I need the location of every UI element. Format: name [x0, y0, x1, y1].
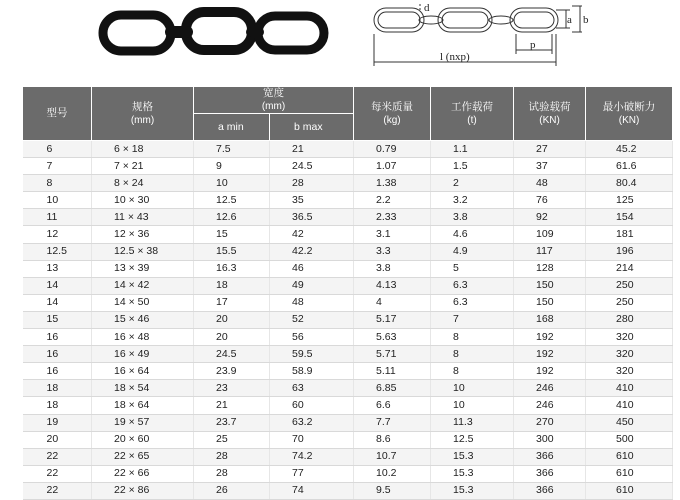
table-row: [23, 414, 673, 431]
cell-a-min: 12.5: [194, 192, 270, 209]
cell-working-load: 8: [431, 329, 514, 346]
cell-b-max: 24.5: [270, 158, 354, 175]
cell-test-load: 246: [514, 380, 586, 397]
cell-test-load: 27: [514, 141, 586, 158]
label-d: d: [424, 2, 430, 14]
cell-a-min: 18: [194, 277, 270, 294]
cell-spec: 13 × 39: [92, 260, 194, 277]
cell-working-load: 12.5: [431, 431, 514, 448]
cell-working-load: 15.3: [431, 448, 514, 465]
cell-model: 7: [23, 158, 92, 175]
label-b: b: [583, 14, 589, 26]
cell-b-max: 59.5: [270, 346, 354, 363]
cell-mass: 8.6: [354, 431, 431, 448]
chain-photo: [103, 12, 324, 51]
cell-b-max: 36.5: [270, 209, 354, 226]
cell-min-breaking-force: 610: [586, 465, 673, 482]
cell-working-load: 8: [431, 363, 514, 380]
cell-b-max: 52: [270, 311, 354, 328]
cell-model: 12: [23, 226, 92, 243]
cell-working-load: 4.9: [431, 243, 514, 260]
cell-model: 11: [23, 209, 92, 226]
header-break: [586, 87, 673, 141]
cell-test-load: 117: [514, 243, 586, 260]
header-load-unit: (t): [467, 114, 477, 126]
header-model: 型号: [23, 87, 92, 141]
cell-working-load: 11.3: [431, 414, 514, 431]
table-row: [23, 226, 673, 243]
cell-test-load: 109: [514, 226, 586, 243]
table-row: [23, 158, 673, 175]
cell-b-max: 48: [270, 294, 354, 311]
cell-model: 6: [23, 141, 92, 158]
cell-spec: 15 × 46: [92, 311, 194, 328]
cell-min-breaking-force: 45.2: [586, 141, 673, 158]
table-row: [23, 311, 673, 328]
cell-min-breaking-force: 154: [586, 209, 673, 226]
header-spec: [92, 87, 194, 141]
table-row: [23, 329, 673, 346]
cell-working-load: 3.2: [431, 192, 514, 209]
cell-a-min: 10: [194, 175, 270, 192]
cell-working-load: 2: [431, 175, 514, 192]
cell-spec: 16 × 48: [92, 329, 194, 346]
header-width-unit: (mm): [261, 101, 286, 112]
cell-mass: 4.13: [354, 277, 431, 294]
header-load-label: 工作载荷: [451, 100, 494, 113]
header-break-unit: (KN): [618, 114, 640, 126]
cell-mass: 1.38: [354, 175, 431, 192]
cell-model: 16: [23, 329, 92, 346]
cell-spec: 6 × 18: [92, 141, 194, 158]
cell-b-max: 74.2: [270, 448, 354, 465]
cell-mass: 2.2: [354, 192, 431, 209]
cell-test-load: 128: [514, 260, 586, 277]
cell-a-min: 12.6: [194, 209, 270, 226]
table-row: [23, 260, 673, 277]
cell-min-breaking-force: 320: [586, 346, 673, 363]
cell-b-max: 60: [270, 397, 354, 414]
chain-spec-table: [22, 86, 673, 500]
cell-min-breaking-force: 181: [586, 226, 673, 243]
cell-b-max: 42: [270, 226, 354, 243]
cell-a-min: 28: [194, 448, 270, 465]
cell-spec: 20 × 60: [92, 431, 194, 448]
header-test-label: 试验载荷: [528, 100, 571, 113]
cell-mass: 9.5: [354, 482, 431, 499]
cell-test-load: 246: [514, 397, 586, 414]
cell-min-breaking-force: 250: [586, 294, 673, 311]
cell-a-min: 23.9: [194, 363, 270, 380]
cell-model: 22: [23, 448, 92, 465]
chain-drawing: [374, 4, 582, 66]
table-row: [23, 448, 673, 465]
cell-test-load: 366: [514, 482, 586, 499]
cell-a-min: 23: [194, 380, 270, 397]
header-spec-label: 规格: [132, 100, 153, 113]
cell-b-max: 21: [270, 141, 354, 158]
table-row: [23, 431, 673, 448]
cell-b-max: 63: [270, 380, 354, 397]
cell-min-breaking-force: 500: [586, 431, 673, 448]
cell-spec: 8 × 24: [92, 175, 194, 192]
table-row: [23, 397, 673, 414]
cell-a-min: 28: [194, 465, 270, 482]
cell-mass: 6.6: [354, 397, 431, 414]
cell-test-load: 192: [514, 329, 586, 346]
cell-model: 22: [23, 465, 92, 482]
cell-test-load: 150: [514, 294, 586, 311]
cell-model: 8: [23, 175, 92, 192]
cell-test-load: 150: [514, 277, 586, 294]
cell-working-load: 15.3: [431, 482, 514, 499]
table-row: [23, 243, 673, 260]
cell-b-max: 77: [270, 465, 354, 482]
cell-mass: 4: [354, 294, 431, 311]
cell-b-max: 58.9: [270, 363, 354, 380]
cell-working-load: 4.6: [431, 226, 514, 243]
cell-mass: 3.1: [354, 226, 431, 243]
cell-model: 22: [23, 482, 92, 499]
table-row: [23, 192, 673, 209]
header-mass-unit: (kg): [383, 114, 401, 126]
table-row: [23, 209, 673, 226]
cell-mass: 5.17: [354, 311, 431, 328]
cell-a-min: 24.5: [194, 346, 270, 363]
cell-test-load: 192: [514, 363, 586, 380]
cell-spec: 16 × 49: [92, 346, 194, 363]
cell-spec: 22 × 86: [92, 482, 194, 499]
cell-working-load: 10: [431, 380, 514, 397]
cell-min-breaking-force: 410: [586, 380, 673, 397]
cell-model: 15: [23, 311, 92, 328]
table-body: [23, 141, 673, 500]
cell-min-breaking-force: 196: [586, 243, 673, 260]
cell-b-max: 56: [270, 329, 354, 346]
cell-mass: 5.63: [354, 329, 431, 346]
cell-mass: 7.7: [354, 414, 431, 431]
cell-working-load: 8: [431, 346, 514, 363]
cell-min-breaking-force: 610: [586, 448, 673, 465]
cell-a-min: 21: [194, 397, 270, 414]
table-row: [23, 482, 673, 499]
cell-spec: 12 × 36: [92, 226, 194, 243]
cell-working-load: 7: [431, 311, 514, 328]
cell-a-min: 26: [194, 482, 270, 499]
cell-spec: 11 × 43: [92, 209, 194, 226]
cell-model: 19: [23, 414, 92, 431]
table-row: [23, 380, 673, 397]
header-spec-unit: (mm): [130, 114, 155, 126]
cell-a-min: 9: [194, 158, 270, 175]
cell-mass: 10.7: [354, 448, 431, 465]
cell-spec: 7 × 21: [92, 158, 194, 175]
header-mass-label: 每米质量: [371, 100, 414, 113]
cell-test-load: 366: [514, 448, 586, 465]
cell-a-min: 16.3: [194, 260, 270, 277]
cell-b-max: 63.2: [270, 414, 354, 431]
cell-min-breaking-force: 80.4: [586, 175, 673, 192]
header-load: [431, 87, 514, 141]
cell-mass: 6.85: [354, 380, 431, 397]
cell-min-breaking-force: 320: [586, 329, 673, 346]
cell-a-min: 20: [194, 329, 270, 346]
cell-model: 16: [23, 346, 92, 363]
cell-test-load: 168: [514, 311, 586, 328]
cell-b-max: 49: [270, 277, 354, 294]
cell-b-max: 46: [270, 260, 354, 277]
header-mass: [354, 87, 431, 141]
cell-model: 14: [23, 294, 92, 311]
cell-test-load: 48: [514, 175, 586, 192]
cell-mass: 2.33: [354, 209, 431, 226]
cell-test-load: 192: [514, 346, 586, 363]
cell-model: 20: [23, 431, 92, 448]
cell-a-min: 25: [194, 431, 270, 448]
cell-spec: 19 × 57: [92, 414, 194, 431]
cell-mass: 10.2: [354, 465, 431, 482]
cell-a-min: 7.5: [194, 141, 270, 158]
label-a: a: [567, 14, 572, 26]
cell-model: 16: [23, 363, 92, 380]
cell-spec: 14 × 42: [92, 277, 194, 294]
cell-b-max: 35: [270, 192, 354, 209]
cell-model: 14: [23, 277, 92, 294]
cell-working-load: 6.3: [431, 294, 514, 311]
cell-working-load: 15.3: [431, 465, 514, 482]
cell-test-load: 37: [514, 158, 586, 175]
cell-model: 18: [23, 397, 92, 414]
cell-test-load: 270: [514, 414, 586, 431]
table-row: [23, 277, 673, 294]
cell-spec: 12.5 × 38: [92, 243, 194, 260]
cell-min-breaking-force: 450: [586, 414, 673, 431]
cell-spec: 18 × 54: [92, 380, 194, 397]
table-row: [23, 465, 673, 482]
table-row: [23, 363, 673, 380]
cell-model: 13: [23, 260, 92, 277]
cell-a-min: 20: [194, 311, 270, 328]
cell-mass: 5.71: [354, 346, 431, 363]
cell-mass: 3.8: [354, 260, 431, 277]
label-length: l (nxp): [440, 51, 470, 63]
cell-test-load: 366: [514, 465, 586, 482]
cell-spec: 22 × 66: [92, 465, 194, 482]
cell-test-load: 92: [514, 209, 586, 226]
cell-a-min: 15.5: [194, 243, 270, 260]
header-b-max: b max: [270, 114, 354, 141]
cell-spec: 10 × 30: [92, 192, 194, 209]
cell-mass: 5.11: [354, 363, 431, 380]
cell-working-load: 1.1: [431, 141, 514, 158]
header-test-unit: (KN): [539, 114, 560, 126]
cell-b-max: 70: [270, 431, 354, 448]
cell-min-breaking-force: 610: [586, 482, 673, 499]
cell-min-breaking-force: 320: [586, 363, 673, 380]
cell-mass: 0.79: [354, 141, 431, 158]
header-a-min: a min: [194, 114, 270, 141]
label-p: p: [530, 39, 536, 51]
cell-a-min: 17: [194, 294, 270, 311]
chain-diagram: [0, 0, 680, 84]
cell-model: 10: [23, 192, 92, 209]
cell-a-min: 15: [194, 226, 270, 243]
cell-working-load: 1.5: [431, 158, 514, 175]
table-row: [23, 346, 673, 363]
header-test: [514, 87, 586, 141]
cell-b-max: 74: [270, 482, 354, 499]
header-width-label: 宽度: [263, 87, 284, 99]
cell-a-min: 23.7: [194, 414, 270, 431]
cell-working-load: 3.8: [431, 209, 514, 226]
cell-working-load: 5: [431, 260, 514, 277]
table-row: [23, 175, 673, 192]
header-width: [194, 87, 354, 114]
cell-min-breaking-force: 125: [586, 192, 673, 209]
cell-min-breaking-force: 61.6: [586, 158, 673, 175]
header-break-label: 最小破断力: [602, 100, 656, 113]
cell-working-load: 10: [431, 397, 514, 414]
cell-b-max: 28: [270, 175, 354, 192]
cell-spec: 14 × 50: [92, 294, 194, 311]
cell-min-breaking-force: 410: [586, 397, 673, 414]
cell-test-load: 76: [514, 192, 586, 209]
cell-spec: 16 × 64: [92, 363, 194, 380]
cell-model: 12.5: [23, 243, 92, 260]
cell-min-breaking-force: 280: [586, 311, 673, 328]
cell-spec: 22 × 65: [92, 448, 194, 465]
cell-model: 18: [23, 380, 92, 397]
cell-mass: 1.07: [354, 158, 431, 175]
table-row: [23, 294, 673, 311]
cell-mass: 3.3: [354, 243, 431, 260]
cell-min-breaking-force: 214: [586, 260, 673, 277]
cell-spec: 18 × 64: [92, 397, 194, 414]
table-row: [23, 141, 673, 158]
cell-b-max: 42.2: [270, 243, 354, 260]
cell-working-load: 6.3: [431, 277, 514, 294]
cell-test-load: 300: [514, 431, 586, 448]
cell-min-breaking-force: 250: [586, 277, 673, 294]
